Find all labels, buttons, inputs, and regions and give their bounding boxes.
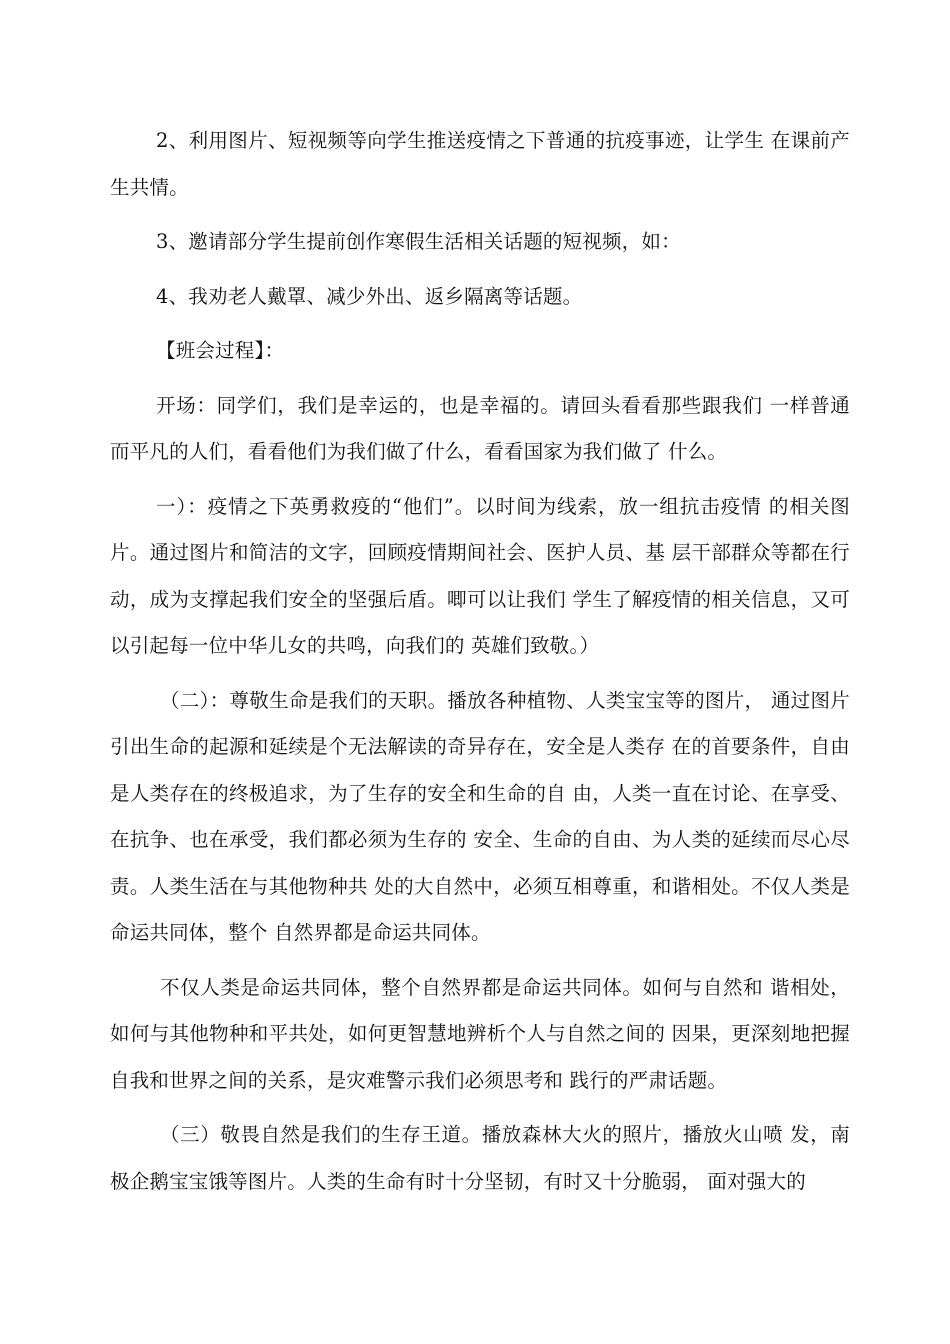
paragraph-part-3: （三）敬畏自然是我们的生存王道。播放森林大火的照片，播放火山喷 发，南极企鹅宝宝饿等图片。人类的生命有时十分坚韧，有时又十分脆弱， 面对强大的 (110, 1123, 850, 1193)
paragraph-community: 不仅人类是命运共同体，整个自然界都是命运共同体。如何与自然和 谐相处，如何与其他物种和平共处，如何更智慧地辨析个人与自然之间的 因果，更深刻地把握自我和世界之间的关系，是灾难警示我们必须思考和 践行的严肃话题。 (110, 975, 850, 1092)
paragraph-opening: 开场：同学们，我们是幸运的，也是幸福的。请回头看看那些跟我们 一样普通而平凡的人们，看看他们为我们做了什么，看看国家为我们做了 什么。 (110, 393, 850, 463)
section-heading-process: 【班会过程】： (156, 339, 285, 362)
paragraph-prep-2: 2、利用图片、短视频等向学生推送疫情之下普通的抗疫事迹，让学生 在课前产生共情。 (110, 129, 850, 199)
document-page (110, 118, 850, 1213)
paragraph-prep-4: 4、我劝老人戴罩、减少外出、返乡隔离等话题。 (156, 284, 583, 308)
paragraph-part-2: （二）：尊敬生命是我们的天职。播放各种植物、人类宝宝等的图片， 通过图片引出生命的起源和延续是个无法解读的奇异存在，安全是人类存 在的首要条件，自由是人类存在的终极追求，为了生存的安全和生命的自 由，人类一直在讨论、在享受、在抗争、也在承受，我们都必须为生存的 安全、生命的自由、为人类的延续而尽心尽责。人类生活在与其他物种共 处的大自然中，必须互相尊重，和谐相处。不仅人类是命运共同体，整个 自然界都是命运共同体。 (110, 688, 850, 944)
paragraph-prep-3: 3、邀请部分学生提前创作寒假生活相关话题的短视频，如： (156, 230, 681, 253)
paragraph-part-1: 一）：疫情之下英勇救疫的“他们”。以时间为线索，放一组抗击疫情 的相关图片。通过图片和简洁的文字，回顾疫情期间社会、医护人员、基 层干部群众等都在行动，成为支撑起我们安全的坚强后盾。唧可以让我们 学生了解疫情的相关信息，又可以引起每一位中华儿女的共鸣，向我们的 英雄们致敬。） (110, 494, 850, 657)
